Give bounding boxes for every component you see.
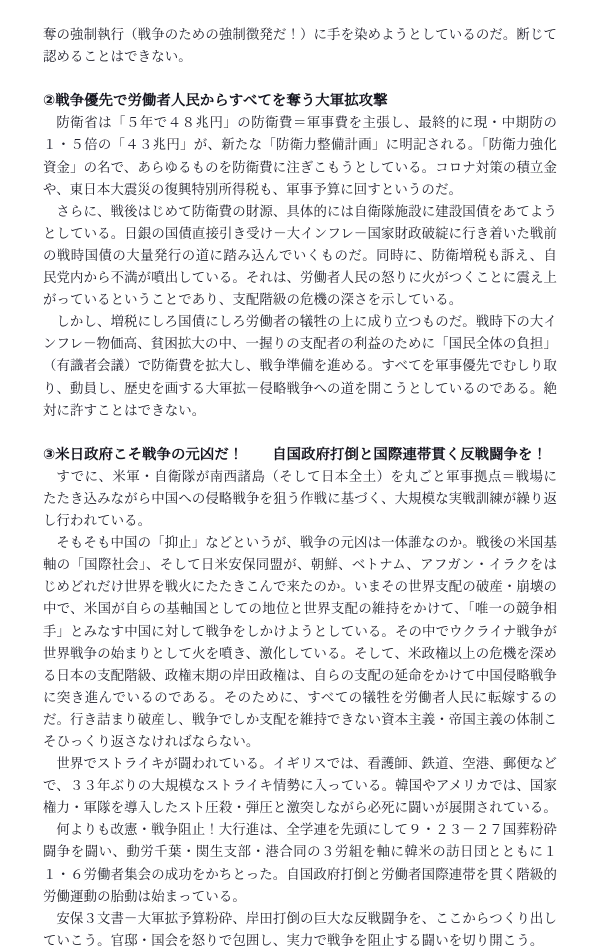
paragraph-2-2: さらに、戦後はじめて防衛費の財源、具体的には自衛隊施設に建設国債をあてようとしている。日銀の国債直接引き受け－大インフレ－国家財政破綻に行き着いた戦前の戦時国債の大量発行の道に踏み込んでいくものだ。同時に、防衛増税も訴え、自民党内から不満が噴出している。それは、労働者人民の怒りに火がつくことに震え上がっているということであり、支配階級の危機の深さを示している。 bbox=[43, 203, 557, 308]
section-spacer bbox=[43, 422, 557, 444]
paragraph-2-3: しかし、増税にしろ国債にしろ労働者の犠牲の上に成り立つものだ。戦時下の大インフレ－物価高、貧困拡大の中、一握りの支配者の利益のために「国民全体の負担」（有識者会議）で防衛費を拡大し、戦争準備を進める。すべてを軍事優先でむしり取り、動員し、歴史を画する大軍拡－侵略戦争への道を開こうとしているのである。絶対に許すことはできない。 bbox=[43, 314, 557, 418]
document-text-column bbox=[43, 24, 557, 952]
paragraph-3-4: 何よりも改憲・戦争阻止！大行進は、全学連を先頭にして９・２３－２７国葬粉砕闘争を闘い、動労千葉・関生支部・港合同の３労組を軸に韓米の訪日団とともに１１・６労働者集会の成功をかちとった。自国政府打倒と労働者国際連帯を貫く階級的労働運動の胎動は始まっている。 bbox=[43, 822, 557, 904]
paragraph-3-5: 安保３文書－大軍拡予算粉砕、岸田打倒の巨大な反戦闘争を、ここからつくり出していこう。官邸・国会を怒りで包囲し、実力で戦争を阻止する闘いを切り開こう。 bbox=[43, 910, 557, 948]
paragraph-2-1: 防衛省は「５年で４８兆円」の防衛費＝軍事費を主張し、最終的に現・中期防の１・５倍の「４３兆円」が、新たな「防衛力整備計画」に明記される。「防衛力強化資金」の名で、あらゆるものを防衛費に注ぎこもうとしている。コロナ対策の積立金や、東日本大震災の復興特別所得税も、軍事予算に回すというのだ。 bbox=[43, 115, 557, 197]
paragraph-continued: 奪の強制執行（戦争のための強制徴発だ！）に手を染めようとしているのだ。断じて認めることはできない。 bbox=[43, 27, 557, 65]
paragraph-3-3: 世界でストライキが闘われている。イギリスでは、看護師、鉄道、空港、郵便などで、３３年ぶりの大規模なストライキ情勢に入っている。韓国やアメリカでは、国家権力・軍隊を導入したスト圧殺・弾圧と激突しながら必死に闘いが展開されている。 bbox=[43, 756, 557, 816]
paragraph-3-1: すでに、米軍・自衛隊が南西諸島（そして日本全土）を丸ごと軍事拠点＝戦場にたたき込みながら中国への侵略戦争を狙う作戦に基づく、大規模な実戦訓練が繰り返し行われている。 bbox=[43, 468, 557, 529]
paragraph-3-2: そもそも中国の「抑止」などというが、戦争の元凶は一体誰なのか。戦後の米国基軸の「国際社会」、そして日米安保同盟が、朝鮮、ベトナム、アフガン・イラクをはじめどれだけ世界を戦火にたたきこんで来たのか。いまその世界支配の破産・崩壊の中で、米国が自らの基軸国としての地位と世界支配の維持をかけて、「唯一の競争相手」とみなす中国に対して戦争をしかけようとしている。その中でウクライナ戦争が世界戦争の始まりとして火を噴き、激化している。そして、米政権以上の危機を深める日本の支配階級、政権末期の岸田政権は、自らの支配の延命をかけて中国侵略戦争に突き進んでいるのである。そのために、すべての犠牲を労働者人民に転嫁するのだ。行き詰まり破産し、戦争でしか支配を維持できない資本主義・帝国主義の体制こそひっくり返さなければならない。 bbox=[43, 535, 557, 749]
section-spacer bbox=[43, 68, 557, 90]
section-heading-2: ②戦争優先で労働者人民からすべてを奪う大軍拡攻撃 bbox=[43, 93, 388, 110]
section-heading-3: ③米日政府こそ戦争の元凶だ！ 自国政府打倒と国際連帯貫く反戦闘争を！ bbox=[43, 446, 547, 463]
